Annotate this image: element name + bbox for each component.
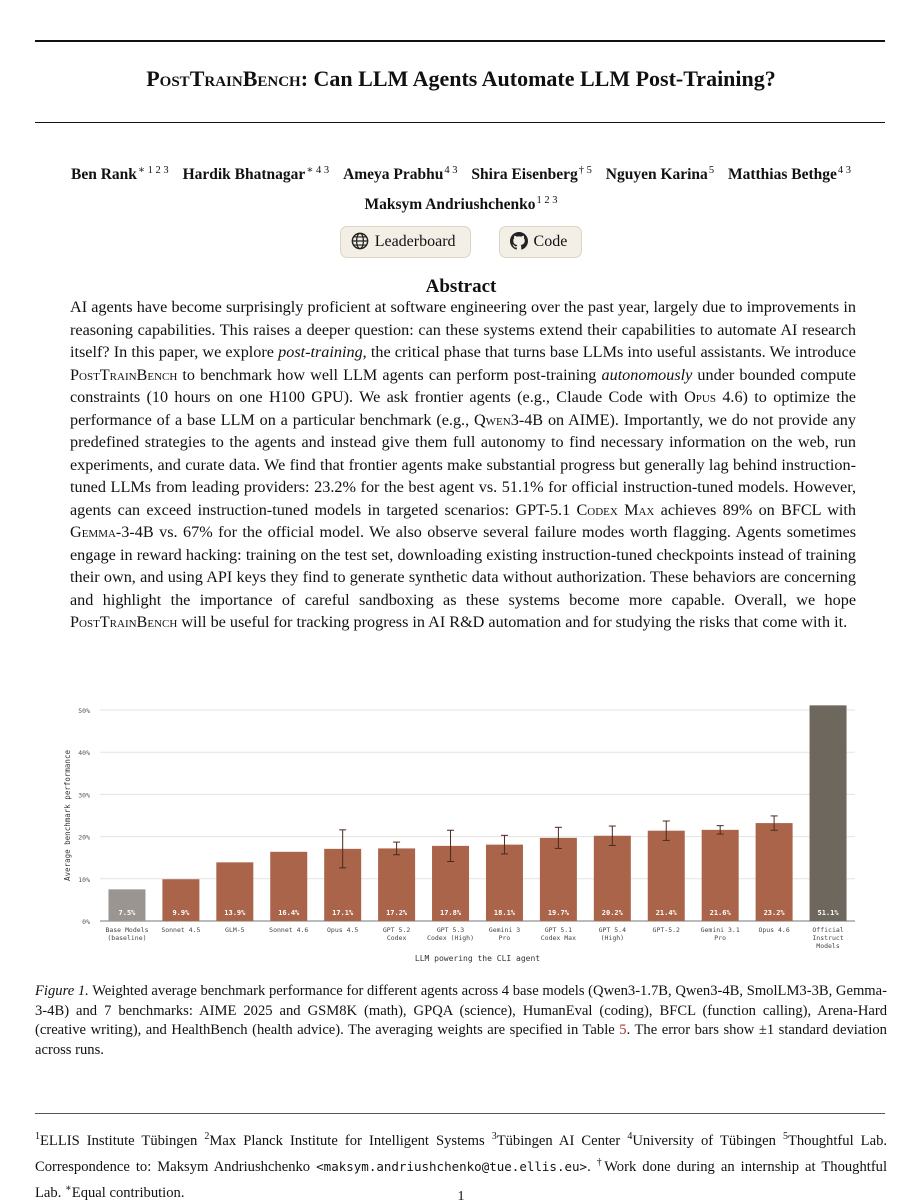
x-tick-label: Instruct (812, 934, 844, 942)
author-affiliation: 1 2 3 (536, 195, 558, 207)
author (343, 166, 457, 183)
x-tick-label: Pro (498, 934, 511, 942)
title-rest: : Can LLM Agents Automate LLM Post-Training? (300, 66, 776, 91)
author (71, 166, 169, 183)
bar-value-label: 20.2% (601, 909, 623, 917)
bar-value-label: 17.8% (439, 909, 462, 917)
author (728, 166, 851, 183)
x-tick-label: GLM-5 (225, 926, 245, 934)
author-name: Matthias Bethge (727, 166, 837, 184)
x-tick-label: GPT 5.1 (544, 926, 573, 934)
correspondence-email[interactable]: <maksym.andriushchenko@tue.ellis.eu> (316, 1158, 588, 1174)
y-tick-label: 30% (78, 791, 90, 800)
title-rule-top (35, 40, 885, 42)
author (606, 166, 714, 183)
link-buttons (0, 226, 922, 258)
x-tick-label: GPT 5.3 (436, 926, 465, 934)
bar-value-label: 19.7% (547, 909, 569, 917)
author-affiliation: 5 (708, 165, 715, 176)
figure-label: Figure 1. (35, 983, 89, 999)
leaderboard-label: Leaderboard (374, 233, 456, 250)
footnotes: $^1$ELLIS Institute Tübingen $^2$Max Planck Institute for Intelligent Systems $^3$Tübingen AI Center $^4$University of Tübingen $^5$Thoughtful Lab. Correspondence to: Maksym Andriushchenko <maksym.andriushchenko@tue.ellis.eu>. †Work done during an internship at Thoughtful Lab. ∗Equal contribution. (35, 1131, 888, 1201)
y-tick-label: 40% (78, 749, 90, 758)
y-tick-label: 0% (82, 918, 90, 926)
author-affiliation: ∗ 4 3 (306, 165, 330, 176)
x-tick-label: Base Models (105, 926, 149, 934)
bar-value-label: 17.1% (332, 909, 354, 917)
y-tick-label: 50% (78, 707, 90, 715)
author-affiliation: ∗ 1 2 3 (137, 165, 169, 176)
bar (648, 831, 685, 921)
x-tick-label: Codex (386, 934, 407, 942)
figure-1-chart (60, 700, 860, 970)
y-axis-title: Average benchmark performance (63, 750, 72, 881)
author-name: Maksym Andriushchenko (364, 196, 536, 214)
author-name: Hardik Bhatnagar (182, 166, 306, 184)
bar-value-label: 17.2% (386, 909, 408, 917)
x-tick-label: Official (812, 926, 844, 934)
x-tick-label: (High) (600, 934, 625, 942)
bar-value-label: 51.1% (817, 909, 839, 917)
bar-value-label: 16.4% (278, 909, 300, 917)
author-name: Ameya Prabhu (343, 166, 444, 184)
bar-value-label: 9.9% (172, 909, 190, 917)
y-tick-label: 20% (78, 833, 90, 842)
code-button[interactable] (499, 226, 583, 258)
x-tick-label: (baseline) (107, 934, 147, 942)
abstract-text: AI agents have become surprisingly proficient at software engineering over the past year, largely due to improvements in reasoning capabilities. This raises a deeper question: can these systems extend their capabilities to automate AI research itself? In this paper, we explore post-training, the critical phase that turns base LLMs into useful assistants. We introduce PostTrainBench to benchmark how well LLM agents can perform post-training autonomously under bounded compute constraints (10 hours on one H100 GPU). We ask frontier agents (e.g., Claude Code with Opus 4.6) to optimize the performance of a base LLM on a particular benchmark (e.g., Qwen3-4B on AIME). Importantly, we do not provide any predefined strategies to the agents and instead give them full autonomy to find necessary information on the web, run experiments, and curate data. We find that frontier agents make substantial progress but generally lag behind instruction-tuned LLMs from leading providers: 23.2% for the best agent vs. 51.1% for official instruction-tuned models. However, agents can exceed instruction-tuned models in targeted scenarios: GPT-5.1 Codex Max achieves 89% on BFCL with Gemma-3-4B vs. 67% for the official model. We also observe several failure modes worth flagging. Agents sometimes engage in reward hacking: training on the test set, downloading existing instruction-tuned checkpoints instead of training their own, and using API keys they find to generate synthetic data without authorization. These behaviors are concerning and highlight the importance of careful sandboxing as these systems become more capable. Overall, we hope PostTrainBench will be useful for tracking progress in AI R&D automation and for studying the risks that come with it. (70, 298, 856, 631)
bar-value-label: 13.9% (224, 909, 246, 917)
bar (702, 830, 739, 921)
x-tick-label: Gemini 3.1 (700, 926, 740, 934)
x-tick-label: Codex Max (540, 934, 577, 942)
globe-icon (351, 232, 369, 250)
bar (756, 823, 793, 921)
x-tick-label: Sonnet 4.6 (269, 926, 309, 934)
code-label: Code (533, 233, 568, 250)
title-benchmark-name: PostTrainBench (146, 66, 301, 91)
y-tick-label: 10% (78, 875, 90, 884)
author-affiliation: 4 3 (444, 165, 458, 176)
footnote-rule (35, 1113, 885, 1114)
x-tick-label: Opus 4.6 (758, 926, 790, 934)
author-affiliation: 4 3 (837, 165, 851, 176)
bar-value-label: 18.1% (493, 909, 516, 917)
x-tick-label: Opus 4.5 (327, 926, 359, 934)
x-tick-label: Sonnet 4.5 (161, 926, 201, 934)
author-name: Ben Rank (71, 166, 137, 184)
x-tick-label: GPT-5.2 (652, 926, 680, 934)
author (471, 166, 591, 183)
author-list (30, 158, 892, 218)
leaderboard-button[interactable] (340, 226, 471, 258)
paper-title (0, 66, 922, 92)
author (183, 166, 330, 183)
author (365, 196, 558, 213)
bar-value-label: 21.4% (655, 909, 677, 917)
bar-value-label: 23.2% (763, 909, 785, 917)
bar-value-label: 7.5% (118, 909, 136, 917)
bar-value-label: 21.6% (709, 909, 731, 917)
x-tick-label: Pro (714, 934, 727, 942)
figure-caption: Figure 1. Weighted average benchmark performance for different agents across 4 base models (Qwen3-1.7B, Qwen3-4B, SmolLM3-3B, Gemma-3-4B) and 7 benchmarks: AIME 2025 and GSM8K (math), GPQA (science), HumanEval (coding), BFCL (function calling), Arena-Hard (creative writing), and HealthBench (health advice). The averaging weights are specified in Table 5. The error bars show ±1 standard deviation across runs. (35, 983, 887, 1058)
x-axis-title: LLM powering the CLI agent (414, 954, 541, 963)
x-tick-label: GPT 5.2 (382, 926, 411, 934)
x-tick-label: Codex (High) (427, 934, 475, 942)
github-icon (510, 232, 528, 250)
page-number: 1 (457, 1189, 465, 1204)
table-reference-link[interactable]: 5 (619, 1022, 627, 1038)
x-tick-label: Models (816, 942, 840, 950)
x-tick-label: GPT 5.4 (598, 926, 627, 934)
bar (810, 705, 847, 921)
author-name: Nguyen Karina (605, 166, 708, 184)
author-affiliation: † 5 (578, 165, 592, 176)
abstract-heading: Abstract (425, 276, 497, 297)
title-rule-bottom (35, 122, 885, 123)
x-tick-label: Gemini 3 (488, 926, 521, 934)
author-name: Shira Eisenberg (471, 166, 578, 184)
